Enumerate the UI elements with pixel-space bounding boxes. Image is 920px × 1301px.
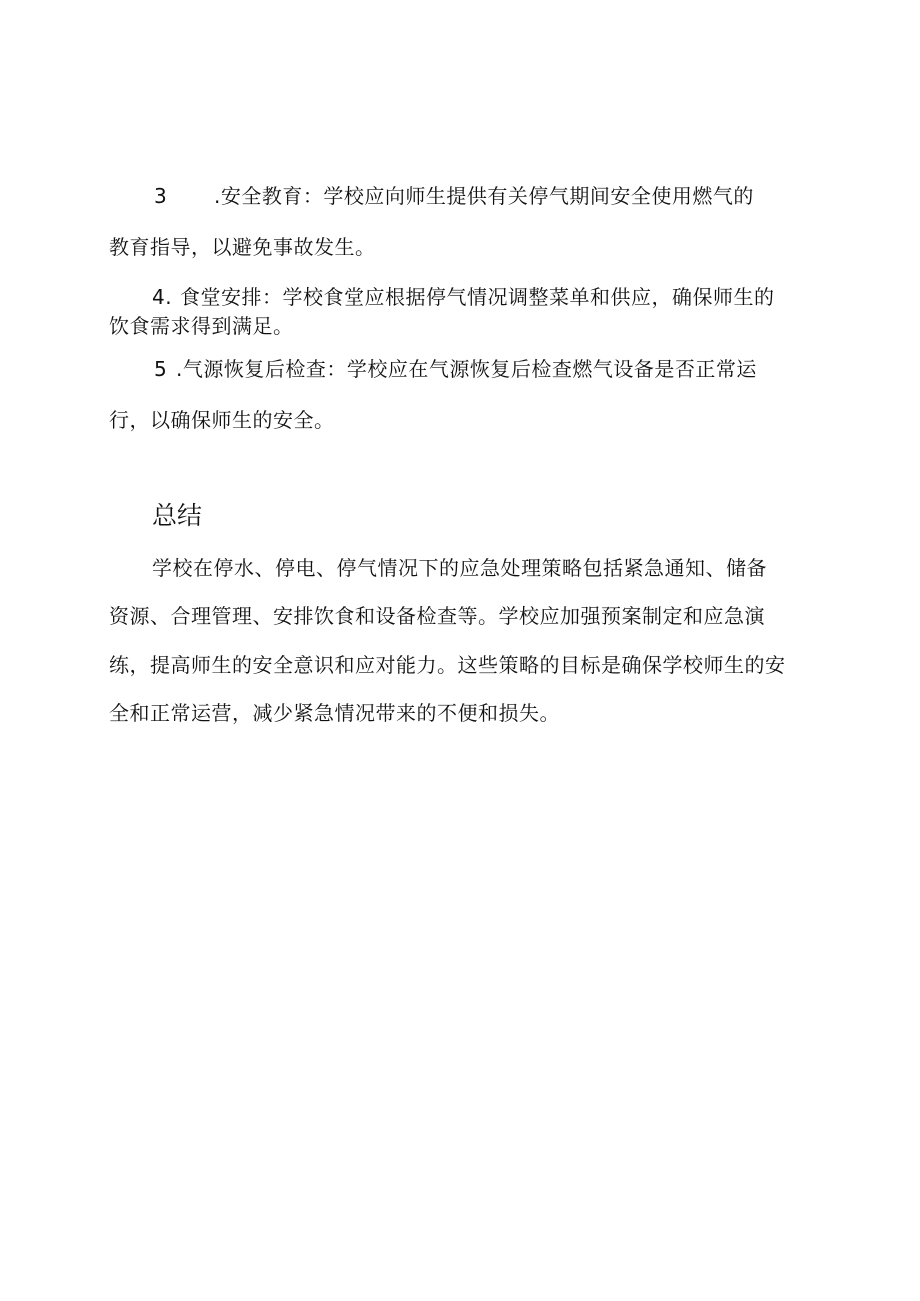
item-text: .气源恢复后检查：学校应在气源恢复后检查燃气设备是否正常运 — [176, 357, 757, 381]
summary-heading: 总结 — [152, 501, 203, 530]
item-4-line-2 — [109, 314, 294, 338]
item-4-line-1 — [152, 285, 775, 309]
summary-line-4: 全和正常运营，减少紧急情况带来的不便和损失。 — [109, 701, 560, 725]
item-text: 教育指导，以避免事故发生。 — [109, 235, 376, 259]
item-number: 4. — [152, 285, 173, 309]
item-5-line-2 — [109, 408, 335, 432]
item-text: 行，以确保师生的安全。 — [109, 408, 335, 432]
item-number: 3 — [154, 184, 168, 208]
item-3-line-2 — [109, 235, 376, 259]
item-text: 食堂安排：学校食堂应根据停气情况调整菜单和供应，确保师生的 — [180, 285, 775, 309]
item-5-line-1 — [154, 357, 757, 381]
summary-line-3: 练，提高师生的安全意识和应对能力。这些策略的目标是确保学校师生的安 — [109, 653, 786, 677]
item-text: .安全教育：学校应向师生提供有关停气期间安全使用燃气的 — [214, 184, 754, 208]
item-number: 5 — [154, 357, 168, 381]
summary-line-1: 学校在停水、停电、停气情况下的应急处理策略包括紧急通知、储备 — [152, 556, 767, 580]
item-text: 饮食需求得到满足。 — [109, 314, 294, 338]
item-3-line-1 — [154, 184, 754, 208]
summary-line-2: 资源、合理管理、安排饮食和设备检查等。学校应加强预案制定和应急演 — [109, 604, 765, 628]
